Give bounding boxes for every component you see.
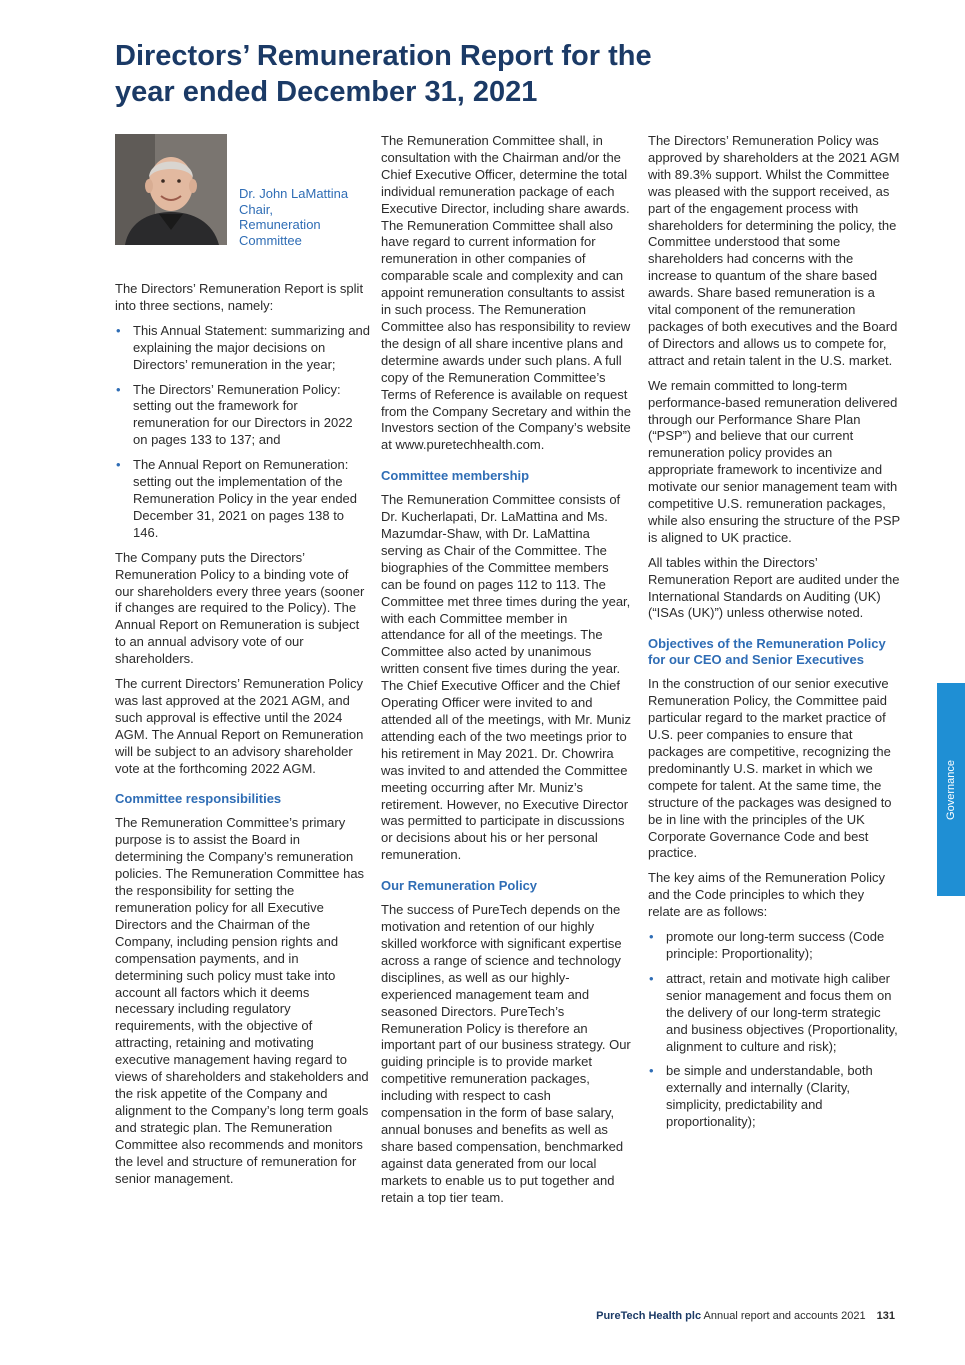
page-footer [596, 1310, 895, 1322]
caption-role-line1: Chair, [239, 201, 273, 217]
key-aims-paragraph: The key aims of the Remuneration Policy and the Code principles to which they relate are as follows: [648, 870, 885, 920]
portrait-caption [239, 186, 369, 248]
policy-approval-support-paragraph: The Directors’ Remuneration Policy was approved by shareholders at the 2021 AGM with 89.3% support. Whilst the Committee was pleased with the support received, as part of the engagement process with shareholders for determining the policy, the Committee understood that some shareholders had concerns with the increase to quantum of the share based awards. Share based remuneration is a vital component of the remuneration packages of both executives and the Board of Directors and allows us to compete for, attract and retain talent in the U.S. market. [648, 133, 900, 368]
portrait-illustration [115, 134, 227, 245]
column-middle [381, 133, 633, 1214]
policy-vote-paragraph: The Company puts the Directors’ Remuneration Policy to a binding vote of our shareholders every three years (sooner if changes are required to the Policy). The Annual Report on Remuneration is subject to an annual advisory vote of our shareholders. [115, 549, 365, 667]
policy-paragraph: The success of PureTech depends on the motivation and retention of our highly skilled workforce with significant expertise across a range of science and technology disciplines, as well as our highly-experienced management team and seasoned Directors. PureTech’s Remuneration Policy is therefore an important part of our business strategy. Our guiding principle is to provide market competitive remuneration packages, including with respect to cash compensation in the form of base salary, annual bonuses and benefits as well as share based compensation, benchmarked against data generated from our local markets to enable us to put together and retain a top tier team. [381, 902, 631, 1205]
policy-approval-paragraph: The current Directors’ Remuneration Policy was last approved at the 2021 AGM, and such approval is effective until the 2024 AGM. The Annual Report on Remuneration will be subject to an advisory shareholder vote at the forthcoming 2022 AGM. [115, 676, 364, 776]
section-tab-label: Governance [945, 759, 957, 820]
heading-objectives: Objectives of the Remuneration Policy for our CEO and Senior Executives [648, 636, 886, 668]
sections-list [115, 323, 370, 542]
list-item: • promote our long-term success (Code principle: Proportionality); [648, 929, 900, 963]
caption-name: Dr. John LaMattina [239, 186, 349, 201]
heading-committee-responsibilities: Committee responsibilities [115, 791, 282, 807]
footer-report: Annual report and accounts 2021 [703, 1310, 866, 1322]
audit-note-paragraph: All tables within the Directors’ Remuneration Report are audited under the International Standards on Auditing (UK) (“ISAs (UK)”) unless otherwise noted. [648, 554, 900, 621]
psp-paragraph: We remain committed to long-term performance-based remuneration delivered through our Performance Share Plan (“PSP”) and believe that our current remuneration policy provides an appropriate framework to incentivize and motivate our senior management team with competitive U.S. remuneration packages, while also ensuring the structure of the PSP is aligned to UK practice. [648, 377, 900, 545]
intro-paragraph: The Directors’ Remuneration Report is split into three sections, namely: [115, 281, 364, 313]
heading-committee-membership: Committee membership [381, 468, 530, 484]
caption-role-line3: Committee [239, 232, 302, 248]
section-tab-governance[interactable] [937, 683, 965, 896]
footer-company: PureTech Health plc [596, 1310, 702, 1322]
list-item: • The Directors’ Remuneration Policy: setting out the framework for remuneration for our Directors in 2022 on pages 133 to 137; and [115, 382, 370, 450]
committee-duties-paragraph: The Remuneration Committee shall, in consultation with the Chairman and/or the Chief Executive Officer, determine the total individual remuneration package of each Executive Director, including share awards. The Remuneration Committee shall also have regard to current information for remuneration in other companies of comparable scale and complexity and can appoint remuneration consultants to assist in such process. The Remuneration Committee also has responsibility to review the design of all share incentive plans and determine awards under such plans. A full copy of the Remuneration Committee’s Terms of Reference is available on request from the Company Secretary and within the Investors section of the Company’s website at www.puretechhealth.com. [381, 133, 632, 453]
responsibilities-paragraph: The Remuneration Committee’s primary purpose is to assist the Board in determining the Company’s remuneration policies. The Remuneration Committee has the responsibility for setting the remuneration policy for all Executive Directors and the Chairman of the Company, including pension rights and compensation payments, and in determining such policy must take into account all factors which it deems necessary including regulatory requirements, with the objective of attracting, retaining and motivating executive management having regard to views of shareholders and stakeholders and the risk appetite of the Company and alignment to the Company’s long term goals and strategic plan. The Remuneration Committee also recommends and monitors the level and structure of remuneration for senior management. [115, 815, 369, 1186]
heading-remuneration-policy: Our Remuneration Policy [381, 878, 538, 894]
objectives-paragraph: In the construction of our senior executive Remuneration Policy, the Committee paid particular regard to the market practice of U.S. peer companies to ensure that packages are competitive, recognizing the predominantly U.S. market in which we compete for talent. At the same time, the structure of the packages was designed to be in line with the principles of the UK Corporate Governance Code and best practice. [648, 676, 892, 861]
list-item: • The Annual Report on Remuneration: setting out the implementation of the Remuneration Policy in the year ended December 31, 2021 on pages 138 to 146. [115, 457, 370, 542]
caption-role-line2: Remuneration [239, 217, 321, 232]
portrait-photo [115, 134, 227, 245]
list-item: • This Annual Statement: summarizing and explaining the major decisions on Directors’ remuneration in the year; [115, 323, 370, 374]
membership-paragraph: The Remuneration Committee consists of Dr. Kucherlapati, Dr. LaMattina and Ms. Mazumdar-Shaw, with Dr. LaMattina serving as Chair of the Committee. The biographies of the Committee members can be found on pages 112 to 113. The Committee met three times during the year, with each Committee member in attendance for all of the meetings. The Committee also acted by unanimous written consent five times during the year. The Chief Executive Officer and the Chief Operating Officer were invited to and attended all of the meetings, with Mr. Muniz attending each of the two meetings prior to his retirement in May 2021. Dr. Chowrira was invited to and attended the Committee meeting occurring after Mr. Muniz’s retirement. However, no Executive Director was permitted to participate in discussions or decisions about his or her personal remuneration. [381, 492, 632, 863]
list-item: • be simple and understandable, both externally and internally (Clarity, simplicity, predictability and proportionality); [648, 1063, 900, 1131]
page-title: Directors’ Remuneration Report for the year ended December 31, 2021 [115, 40, 652, 108]
column-right [648, 133, 900, 1139]
page-number: 131 [876, 1310, 895, 1322]
column-left [115, 281, 370, 1195]
key-aims-list [648, 929, 900, 1131]
list-item: • attract, retain and motivate high caliber senior management and focus them on the delivery of our long-term strategic and business objectives (Proportionality, alignment to culture and risk); [648, 971, 900, 1056]
